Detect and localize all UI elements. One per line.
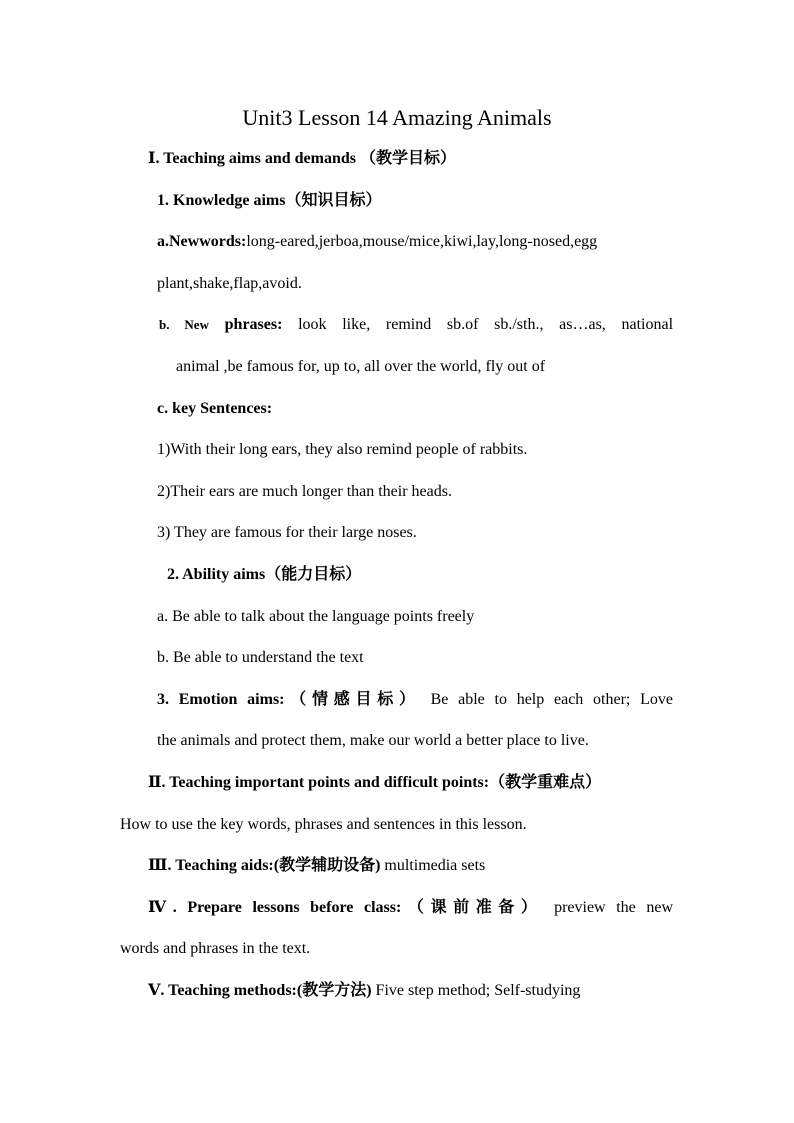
ability-aims-heading-text: 2. Ability aims（能力目标） bbox=[167, 566, 362, 583]
emotion-aims-line bbox=[157, 690, 673, 710]
section-2-heading bbox=[148, 773, 601, 793]
section-3-heading: Ⅲ. Teaching aids:(教学辅助设备) bbox=[148, 857, 381, 874]
section-4-line bbox=[148, 898, 673, 918]
emotion-aims-text: Be able to help each other; Love bbox=[430, 691, 673, 708]
ability-item-a: a. Be able to talk about the language points freely bbox=[157, 608, 475, 625]
emotion-aims-line-2: the animals and protect them, make our world a better place to live. bbox=[157, 732, 589, 749]
page-title: Unit3 Lesson 14 Amazing Animals bbox=[242, 105, 552, 130]
key-sentence-2: 2)Their ears are much longer than their heads. bbox=[157, 483, 452, 500]
new-words-line-2: plant,shake,flap,avoid. bbox=[157, 275, 302, 292]
ability-aims-heading bbox=[167, 565, 361, 585]
section-3-line bbox=[148, 856, 485, 876]
new-phrases-label: phrases: bbox=[224, 316, 283, 333]
new-words-label: a.Newwords: bbox=[157, 233, 247, 250]
new-phrases-label-small: b. New bbox=[159, 317, 209, 332]
section-4-heading: Ⅳ. Prepare lessons before class:（课前准备） bbox=[148, 899, 544, 916]
key-sentences-label: c. key Sentences: bbox=[157, 400, 273, 417]
section-1-heading-text: Ⅰ. Teaching aims and demands （教学目标） bbox=[148, 150, 456, 167]
section-1-heading bbox=[148, 149, 456, 169]
section-3-text: multimedia sets bbox=[384, 857, 486, 874]
new-words-line bbox=[157, 232, 666, 252]
section-4-line-2: words and phrases in the text. bbox=[120, 940, 311, 957]
knowledge-aims-heading-text: 1. Knowledge aims（知识目标） bbox=[157, 192, 382, 209]
section-5-line bbox=[148, 981, 580, 1001]
new-phrases-line bbox=[159, 315, 673, 335]
section-4-text: preview the new bbox=[554, 899, 673, 916]
section-5-text: Five step method; Self-studying bbox=[375, 982, 581, 999]
new-phrases-text: look like, remind sb.of sb./sth., as…as, national bbox=[298, 316, 674, 333]
knowledge-aims-heading bbox=[157, 191, 381, 211]
new-phrases-line-2: animal ,be famous for, up to, all over the world, fly out of bbox=[176, 358, 546, 375]
emotion-aims-heading: 3. Emotion aims:（情感目标） bbox=[157, 691, 421, 708]
key-sentences-heading bbox=[157, 399, 272, 419]
ability-item-b: b. Be able to understand the text bbox=[157, 649, 364, 666]
new-words-text: long-eared,jerboa,mouse/mice,kiwi,lay,long-nosed,egg bbox=[246, 233, 598, 250]
section-5-heading: Ⅴ. Teaching methods:(教学方法) bbox=[148, 982, 372, 999]
key-sentence-1: 1)With their long ears, they also remind people of rabbits. bbox=[157, 441, 528, 458]
key-sentence-3: 3) They are famous for their large noses. bbox=[157, 524, 417, 541]
section-2-text: How to use the key words, phrases and sentences in this lesson. bbox=[120, 816, 527, 833]
section-2-heading-text: Ⅱ. Teaching important points and difficult points:（教学重难点） bbox=[148, 774, 602, 791]
